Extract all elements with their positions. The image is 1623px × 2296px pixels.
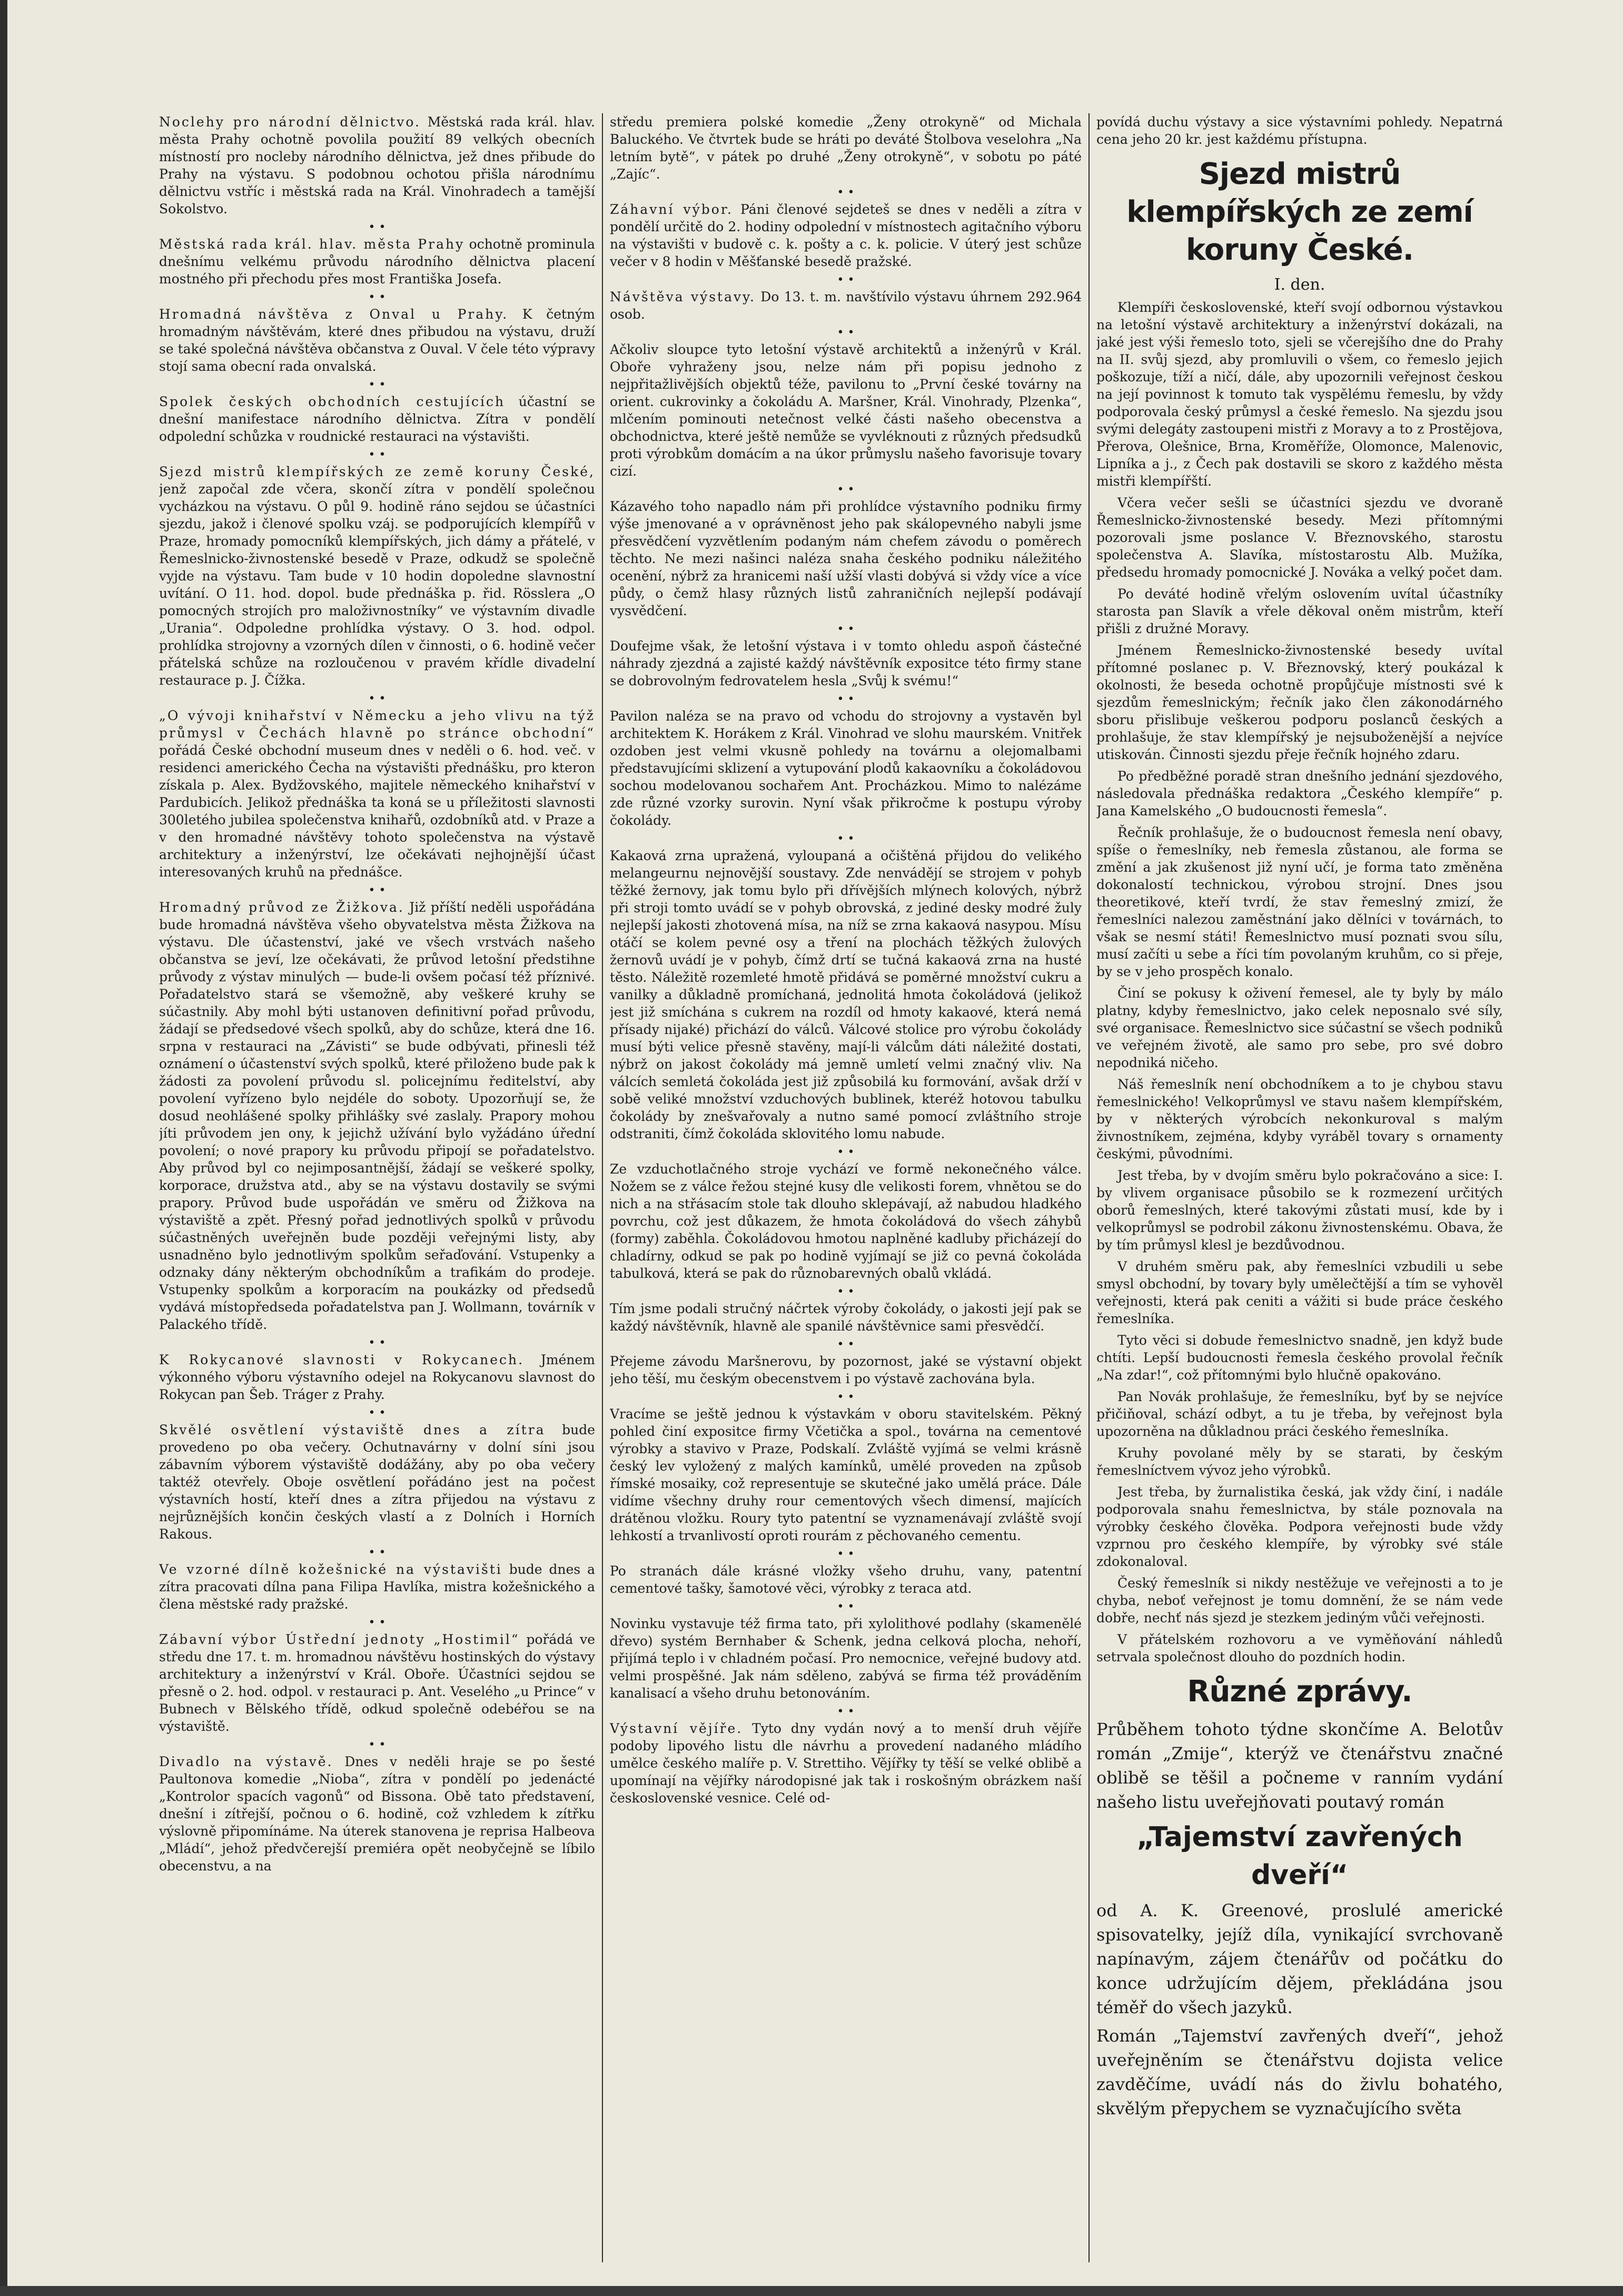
separator-mark: • • [837,693,855,706]
news-item-text: bude provedeno po oba večery. Ochutnavárny v dolní síni jsou zábavním výborem výstaviště dodážány, aby po oba večery taktéž otevřely. Oboje osvětlení pořádáno jest na počest výstavních hostí, kteří dnes a zítra přijedou na výstavu z nejrůznějších končin českých vlastí a z Dolních i Horních Rakous. [159,1422,595,1542]
news-item-text: Městská rada král. hlav. města Prahy ochotně povolila použití 89 velkých obecních místností pro nocleby národního dělnictva, jež dnes přibude do Prahy na výstavu. S podobnou ochotou přišla národnímu dělnictvu vstříc i městská rada na Král. Vinohradech a tamější Sokolstvo. [159,114,595,216]
news-item-lead: Zábavní výbor Ústřední jednoty „Hostimil“ [159,1632,520,1647]
news-item-lead: Noclehy pro národní dělnictvo. [159,114,421,130]
sjezd-article-body [1096,299,1503,1666]
separator-mark: • • [368,221,386,234]
sjezd-paragraph: Náš řemeslník není obchodníkem a to je chybou stavu řemeslnického! Velkoprůmysl ve stavu našem klempířském, by v některých výrobcích nekonkuroval s malým živnostníkem, zejména, kdyby vyráběl tovary s ornamenty českými, původními. [1096,1077,1503,1161]
news-item-text: Přejeme závodu Maršnerovu, by pozornost, jaké se výstavní objekt jeho těší, mu českým obecenstvem i po výstavě zachována byla. [610,1354,1082,1386]
sjezd-paragraph: Klempíři československé, kteří svojí odbornou výstavkou na letošní výstavě architektury a inženýrství dokázali, na jaké jest výši řemeslo toto, sjeli se včerejšího dne do Prahy na II. svůj sjezd, aby promluvili o všem, co řemeslo jejich poškozuje, tíží a ničí, dále, aby upozornili veřejnost českou na její povinnost k tomuto tak vyspělému řemeslu, by vždy podporovala český průmysl a české řemeslo. Na sjezdu jsou svými delegáty zastoupeni mistři z Moravy a to z Prostějova, Přerova, Olešnice, Brna, Kroměříže, Olomonce, Malenovic, Lipníka a j., z Čech pak dostavili se skoro z každého města mistři klempířští. [1096,300,1503,489]
news-paragraph: od A. K. Greenové, proslulé americké spisovatelky, jejíž díla, vynikající svrchovaně napínavým, zájem čtenářův od počátku do konce udržujícím dějem, překládána jsou téměř do všech jazyků. [1096,1900,1503,2017]
news-item [159,899,595,1333]
news-item-text: Kakaová zrna upražená, vyloupaná a očištěná přijdou do velikého melangeurnu nejnovější soustavy. Zde nenvádějí se strojem v pohyb těžké žernovy, jak tomu bylo při dřívějších mlýnech kolových, nýbrž při stroji tomto uvádí se v pohyb obrovská, z jediné desky modré žuly nejlepší jakosti zhotovená mísa, na níž se zrna kakaová nasypou. Mísu otáčí se kolem pevné osy a tření na plochách těžkých žulových žernovů uvádí je v pohyb, čímž drtí se tučná kakaová zrna na husté těsto. Náležitě rozemleté hmotě přidává se poměrné množství cukru a vanilky a důkladně promíchaná, jednolitá hmota čokoládová (jelikož jest již smíchána s cukrem na rozdíl od hmoty kakaové, která nemá přísady nijaké) přichází do válců. Válcové stolice pro výrobu čokolády musí býti velice přesně stavěny, mají-li válcům dáti náležité dostati, nýbrž on jakost čokolády má jemně umletí velmi značný vliv. Na válcích semletá čokoláda jest již způsobilá ku formování, avšak drží v sobě veliké množství vzduchových bublinek, kteréž hotovou tabulku čokolády by znešvařovaly a nutno samé pomocí zvláštního stroje odstraniti, čímž čokoláda sklovitého lomu nabude. [610,848,1082,1141]
scan-edge-bottom [0,2286,1623,2296]
news-item [159,393,595,445]
news-item [610,113,1082,183]
sjezd-paragraph: Činí se pokusy k oživení řemesel, ale ty byly by málo platny, kdyby řemeslnictvo, jako celek neposnalo své síly, své organisace. Řemeslnictvo sice súčastní se všech podniků ve veřejném životě, ale samo pro sebe, pro své dobro nepodniká ničeho. [1096,986,1503,1070]
news-item-lead: Hromadný průvod ze Žižkova. [159,900,404,915]
news-item [610,1353,1082,1387]
separator-mark: • • [368,1616,386,1629]
news-item-text: účastní se dnešní manifestace národního dělnictva. Zítra v pondělí odpolední schůzka v roudnické restauraci na výstavišti. [159,394,595,444]
column-middle [610,113,1082,2262]
headline-ruzne-zpravy: Různé zprávy. [1187,1674,1412,1709]
separator-mark: • • [368,692,386,705]
separator-mark: • • [837,273,855,287]
sjezd-paragraph: V druhém směru pak, aby řemeslníci vzbudili u sebe smysl obchodní, by tovary byly umělečtější a tím se vyhověl veřejnosti, která pak ceniti a vážiti si bude práce českého řemeslníka. [1096,1259,1503,1326]
news-item-lead: Skvělé osvětlení výstaviště dnes a zítra [159,1422,546,1437]
sjezd-paragraph: Jest třeba, by v dvojím směru bylo pokračováno a sice: I. by vlivem organisace působilo se k rozmezení určitých oborů řemeslných, které takovými zůstati musí, kde by i velkoprůmysl se podrobil zákonu živnostenskému. Obava, že by tím průmysl klesl je bezdůvodnou. [1096,1168,1503,1253]
news-item-lead: Spolek českých obchodních cestujících [159,394,506,409]
separator-mark: • • [368,291,386,304]
news-paragraph: Průběhem tohoto týdne skončíme A. Belotův román „Zmije“, kterýž ve čtenářstvu značné oblibě se těšil a počneme v ranním vydání našeho listu uveřejňovati poutavý román [1096,1719,1503,1812]
news-item-lead: Ve vzorné dílně kožešnické na výstavišti [159,1562,502,1577]
sjezd-paragraph: V přátelském rozhovoru a ve vyměňování náhledů setrvala společnost dlouho do pozdních hodin. [1096,1632,1503,1664]
news-item-text: K četným hromadným návštěvám, které dnes přibudou na výstavu, druží se také společná návštěva občanstva z Ouval. V čele této výpravy stojí sama obecní rada onvalská. [159,307,595,374]
news-item-lead: Městská rada král. hlav. města Prahy [159,237,465,252]
news-item-text: jenž započal zde včera, skončí zítra v pondělí společnou vycházkou na výstavu. O půl 9. hodině ráno sejdou se účastníci sjezdu, jakož i členové spolku vzáj. se podporujících klempířů v Praze, hromady pomocníků klempířských, jich dámy a přátelé, v Řemeslnicko-živnostenské besedě v Praze, odkudž se společně vyjde na výstavu. Tam bude v 10 hodin dopoledne slavnostní uvítání. O 11. hod. dopol. bude přednáška p. řid. Rösslera „O pomocných strojích pro maloživnostníky“ ve výstavním divadle „Urania“. Odpoledne prohlídka výstavy. O 3. hod. odpol. prohlídka strojovny a vzorných dílen v činnosti, o 6. hodině večer přátelská schůze na rozloučenou v pravém křídle divadelní restaurace p. J. Čížka. [159,481,595,688]
news-item-text: Ze vzduchotlačného stroje vychází ve formě nekonečného válce. Nožem se z válce řežou stejné kusy dle velikosti forem, vhnětou se do nich a na střásacím stole tak dlouho sklepávají, až nabudou hladkého povrchu, což jest důkazem, že hmota čokoládová do všech záhybů (formy) zaběhla. Čokoládovou hmotou naplněné kadluby přicházejí do chladírny, odkud se pak po hodině vyjímají se již co pevná čokoláda tabulková, která se pak do různobarevných obalů vkládá. [610,1161,1082,1281]
separator-mark: • • [837,1600,855,1613]
separator-mark: • • [368,1738,386,1751]
separator-mark: • • [837,1391,855,1404]
sjezd-paragraph: Pan Novák prohlašuje, že řemeslníku, byť by se nejvíce přičiňoval, schází odbyt, a tu je třeba, by veřejnost byla upozorněna na důkladnou práci českého řemeslníka. [1096,1389,1503,1439]
news-item-text: středu premiera polské komedie „Ženy otrokyně“ od Michala Baluckého. Ve čtvrtek bude se hráti po deváté Štolbova veselohra „Na letním bytě“, v pátek po druhé „Ženy otrokyně“, v sobotu po páté „Zajíc“. [610,114,1082,182]
news-item-text: Již příští neděli uspořádána bude hromadná návštěva všeho obyvatelstva města Žižkova na výstavu. Dle účastenství, jaké ve všech vrstvách našeho občanstva se jeví, lze očekávati, že průvod letošní předstihne průvody z výstav minulých — bude-li ovšem počasí též příznivé. Pořadatelstvo stará se všemožně, aby veškeré kruhy se súčastnily. Aby mohl býti ustanoven definitivní pořad průvodu, žádají se předsedové všech spolků, aby do schůze, která dne 16. srpna v restauraci na „Závisti“ se bude odbývati, přinesli též oznámení o účastenství svých spolků, které přiloženo bude pak k žádosti za povolení průvodu sl. policejnímu ředitelství, aby povolení vyřízeno bylo nejdéle do soboty. Upozorňují se, že dosud neohlášené spolky přihlášky své zaslaly. Prapory mohou jíti průvodem jen ony, k jejichž užívání bylo vyžádáno úřední povolení; o nové prapory ku průvodu připojí se pořadatelstvo. Aby průvod byl co nejimposantnější, žádají se veškeré spolky, korporace, družstva atd., aby se na výstavu dostavily se svými prapory. Průvod bude uspořádán ve směru od Žižkova na výstaviště a zpět. Přesný pořad jednotlivých spolků v průvodu súčastněných uveřejněn bude později veřejnými listy, aby usnadněno bylo jednotlivým spolkům seřaďování. Vstupenky a odznaky dány některým obchodníkům a trafikám do prodeje. Vstupenky spolkům a korporacím na poukázky od předsedů vydává místopředseda pořadatelstva pan J. Wollmann, továrník v Palackého třídě. [159,900,595,1332]
news-item [159,1351,595,1403]
column-left [159,113,595,2262]
separator-mark: • • [837,1146,855,1159]
news-item-lead: Záhavní výbor. [610,202,733,217]
news-item-lead: Návštěva výstavy. [610,289,756,304]
news-item [610,288,1082,323]
news-item [159,306,595,375]
news-item [610,498,1082,619]
news-item [610,201,1082,270]
sjezd-paragraph: Kruhy povolané měly by se starati, by českým řemeslníctvem vývoz jeho výrobků. [1096,1445,1503,1478]
sjezd-paragraph: Po předběžné poradě stran dnešního jednání sjezdového, následovala přednáška redaktora „Českého klempíře“ p. Jana Kamelského „O budoucnosti řemesla“. [1096,768,1503,819]
news-item [159,707,595,881]
news-item-text: Doufejme však, že letošní výstava i v tomto ohledu aspoň částečné náhrady zjezdná a zajisté každý návštěvník expositce této firmy stane se dobrovolným fedrovatelem hesla „Svůj k svému!“ [610,638,1082,688]
col3-intro: povídá duchu výstavy a sice výstavními pohledy. Nepatrná cena jeho 20 kr. jest každému přístupna. [1096,114,1503,147]
sjezd-paragraph: Včera večer sešli se účastníci sjezdu ve dvoraně Řemeslnicko-živnostenské besedy. Mezi přítomnými pozorovali jsme poslance V. Březnovského, starostu společenstva A. Slavíka, místostarostu Alb. Mužíka, předsedu hromady pomocnické J. Nováka a velký počet dam. [1096,495,1503,580]
news-item-text: Do 13. t. m. navštívilo výstavu úhrnem 292.964 osob. [610,289,1082,322]
news-item-text: Dnes v neděli hraje se po šesté Paultonova komedie „Nioba“, zítra v pondělí po jedenácté „Kontrolor spacích vagonů“ od Bissona. Obě tato představení, dnešní i zítřejší, počnou o 6. hodině, což vzhledem k zítřku výslovně připomínáme. Na úterek stanovena je reprisa Halbeova „Mládí“, jehož předvčerejší premiéra opět neobyčejně se líbilo obecenstvu, a na [159,1754,595,1874]
news-item-text: Po stranách dále krásné vložky všeho druhu, vany, patentní cementové tašky, šamotové věci, výrobky z teraca atd. [610,1563,1082,1596]
sjezd-paragraph: Řečník prohlašuje, že o budoucnost řemesla není obavy, spíše o řemeslníky, neb řemesla zůstanou, ale forma se změní a jak zkušenost již nyní učí, je forma tato změněna dokonalostí technickou, výrobou strojní. Dnes jsou theoretikové, kteří tvrdí, že stav řemeslný zmizí, že řemeslníci nalezou zaměstnání jako dělníci v továrnách, to však se nesmí státi! Řemeslnictvo musí poznati svou sílu, musí začíti u sebe a říci tím povolaným kruhům, co si přeje, by se v jeho prospěch konalo. [1096,825,1503,979]
separator-mark: • • [368,378,386,391]
news-item-text: pořádá ve středu dne 17. t. m. hromadnou návštěvu hostinských do výstavy architektury a inženýrství v Král. Oboře. Účastníci sejdou se přesně o 2. hod. odpol. v restauraci p. Ant. Veselého „u Prince“ v Bubnech v Bělského třídě, odkud společně odebéřou se na výstaviště. [159,1632,595,1734]
separator-mark: • • [837,186,855,199]
news-item [610,1615,1082,1702]
news-item-text: Páni členové sejdeteš se dnes v neděli a zítra v pondělí určitě do 2. hodiny odpolední v místnostech agitačního výboru na výstavišti v budově c. k. pošty a c. k. policie. V úterý jest schůze večer v 8 hodin v Měšťanské besedě pražské. [610,202,1082,269]
sjezd-paragraph: Tyto věci si dobude řemeslnictvo snadně, jen když bude chtíti. Lepší budoucnosti řemesla českého provolal řečník „Na zdar!“, což přítomnými bylo hlučně opakováno. [1096,1333,1503,1383]
separator-mark: • • [368,1406,386,1420]
separator-mark: • • [837,832,855,845]
column-rule [1088,113,1090,2262]
separator-mark: • • [837,1705,855,1718]
news-item [159,1631,595,1735]
novel-title: „Tajemství zavřených dveří“ [1136,1821,1463,1891]
sjezd-paragraph: Český řemeslník si nikdy nestěžuje ve veřejnosti a to je chyba, neboť veřejnost je tomu domnění, že se nám vede dobře, nechť nás sjezd je stezkem jediným vůči veřejnosti. [1096,1575,1503,1625]
news-item-text: Vracíme se ještě jednou k výstavkám v oboru stavitelském. Pěkný pohled činí expositce firmy Včetička a spol., továrna na cementové výrobky a stavivo v Praze, Podskalí. Zvláště vyjímá se velmi krásně český lev vyložený z malých kamínků, umělé proveden na způsob římské mosaiky, což representuje se skutečné jako umělá práce. Dále vidíme všechny druhy rour cementových všech dimensí, majících drátěnou vložku. Roury tyto patentní se vyznamenávají zvláště svojí lehkostí a trvanlivostí oproti rourám z pěchovaného cementu. [610,1406,1082,1543]
separator-mark: • • [837,326,855,339]
news-item [159,463,595,689]
news-item [159,1753,595,1875]
separator-mark: • • [837,1338,855,1351]
separator-mark: • • [368,448,386,461]
news-item [159,235,595,288]
sjezd-paragraph: Jest třeba, by žurnalistika česká, jak vždy činí, i nadále podporovala snahu řemeslnictva, by stále poznovala na výrobky českého člověka. Podpora veřejnosti bude vždy vzprnou pro českého klempíře, by výrobky své stále zdokonaloval. [1096,1484,1503,1569]
scan-edge-left [0,0,7,2296]
news-item-lead: Výstavní vějíře. [610,1721,743,1736]
news-item-lead: „O vývoji knihařství v Německu a jeho vlivu na týž průmysl v Čechách hlavně po stránce obchodní“ [159,708,595,741]
news-item-lead: Sjezd mistrů klempířských ze země koruny České, [159,464,595,479]
news-item [610,847,1082,1142]
news-item-lead: Hromadná návštěva z Onval u Prahy. [159,307,509,322]
news-item [610,1160,1082,1282]
news-item [610,1300,1082,1335]
separator-mark: • • [837,1285,855,1298]
separator-mark: • • [368,884,386,897]
news-item-text: bude dnes a zítra pracovati dílna pana Filipa Havlíka, mistra kožešnického a člena městské rady pražské. [159,1562,595,1612]
column-rule [602,113,603,2262]
news-item-text: Pavilon naléza se na pravo od vchodu do strojovny a vystavěn byl architektem K. Horákem z Král. Vinohrad ve slohu maurském. Vnitřek ozdoben jest velmi vkusně pohledy na továrnu a olejomalbami představujícími sklizení a vytupování plodů kakaovníku a čokoládovou sochou modelovanou sochařem Ant. Procházkou. Mimo to nalézáme zde různé vzorky surovin. Nyní však přikročme k postupu výroby čokolády. [610,708,1082,828]
day-label: I. den. [1274,275,1325,294]
news-item-text: Jménem výkonného výboru výstavního odejel na Rokycanovu slavnost do Rokycan pan Šeb. Tráger z Prahy. [159,1352,595,1402]
column-right [1096,113,1503,2262]
headline-sjezd: Sjezd mistrů klempířských ze zemí koruny České. [1126,157,1473,267]
news-item [159,113,595,218]
separator-mark: • • [368,1546,386,1559]
news-item [610,1405,1082,1544]
separator-mark: • • [837,1548,855,1561]
news-item-text: Tím jsme podali stručný náčrtek výroby čokolády, o jakosti její pak se každý návštěvník, hlavně ale spanilé návštěvnice sami přesvědčí. [610,1301,1082,1334]
news-item [610,707,1082,829]
news-item-text: Tyto dny vydán nový a to menší druh vějíře podoby lipového listu dle návrhu a provedení nadaného mládího umělce českého malíře p. V. Strettiho. Vějířky ty těší se velké oblibě a upomínají na vějířky národopisné jak tak i roskošným obrázkem naší československé vesnice. Celé od- [610,1721,1082,1806]
separator-mark: • • [837,483,855,496]
news-item [610,341,1082,480]
news-item-text: Ačkoliv sloupce tyto letošní výstavě architektů a inženýrů v Král. Oboře vyhraženy jsou, nelze nám při popisu jednoho z nejpřitažlivějších objektů téže, pavilonu to „První české továrny na orient. cukrovinky a čokoládu A. Maršner, Král. Vinohrady, Plzenka“, mlčením pominouti netečnost velké části našeho obecenstva a obchodnictva, které ještě nemůže se vyvléknouti z různých předsudků proti výrobkům domácím a na úkor průmyslu našeho favorisuje tovary cizí. [610,342,1082,479]
news-item-text: ochotně prominula dnešnímu velkému průvodu národního dělnictva placení mostného při přechodu přes most Františka Josefa. [159,237,595,287]
news-item-text: pořádá České obchodní museum dnes v neděli o 6. hod. več. v residenci amerického Čecha na výstavišti přednášku, pro kteron získala p. Alex. Bydžovského, majitele německého knihařství v Pardubicích. Jelikož přednáška ta koná se u příležitosti slavnosti 300letého jubilea společenstva knihařů, ozdobníků atd. v Praze a v den hromadné návštěvy tohoto společenstva na výstavě architektury a inženýrství, lze očekávati nejhojnější účast interesovaných kruhů na přednášce. [159,743,595,880]
sjezd-paragraph: Po deváté hodině vřelým oslovením uvítal účastníky starosta pan Slavík a vřele děkoval oněm mistrům, kteří přišli z družné Moravy. [1096,586,1503,636]
news-item-text: Kázavého toho napadlo nám při prohlídce výstavního podniku firmy výše jmenované a v oprávněnost jeho pak skálopevného nabyli jsme přesvědčení vyzvětlením podaným nám chefem závodu o poměrech těchto. Ne mezi našinci naléza snaha českého podniku náležitého ocenění, nýbrž za hranicemi naší užší vlasti dobývá si vždy více a více půdy, o čemž hlasy různých listů zahraničních nejlepší podávají vysvědčení. [610,499,1082,618]
news-item [159,1561,595,1613]
separator-mark: • • [837,623,855,636]
sjezd-paragraph: Jménem Řemeslnicko-živnostenské besedy uvítal přítomné poslanec p. V. Březnovský, který poukázal k okolnosti, že beseda ochotně propůjčuje místnosti své k sjezdům řemeslnickým; řečník jako člen zákonodárného sboru přislibuje veškerou podporu poslanců českých a prohlašuje, že stav klempířský je nejsuboženější a nejvíce utiskován. Činnosti sjezdu přeje řečník hojného zdaru. [1096,643,1503,762]
separator-mark: • • [368,1336,386,1349]
news-item-lead: Divadlo na výstavě. [159,1754,333,1769]
news-item-text: Novinku vystavuje též firma tato, při xylolithové podlahy (skamenělé dřevo) systém Bernhaber & Schenk, jedna celková plocha, nehoří, přijímá teplo i v chladném počasí. Pro nemocnice, veřejné budovy atd. velmi prospěšné. Jak nám sděleno, zabývá se firma též prováděním kanalisací a všeho druhu betonováním. [610,1616,1082,1701]
news-paragraph: Román „Tajemství zavřených dveří“, jehož uveřejněním se čtenářstvu dojista velice zavděčíme, uvádí nás do živlu bohatého, skvělým přepychem se vyznačujícího světa [1096,2026,1503,2118]
news-item-lead: K Rokycanové slavnosti v Rokycanech. [159,1352,524,1367]
news-item [159,1421,595,1543]
news-item [610,637,1082,689]
news-item [610,1562,1082,1597]
news-item [610,1720,1082,1807]
